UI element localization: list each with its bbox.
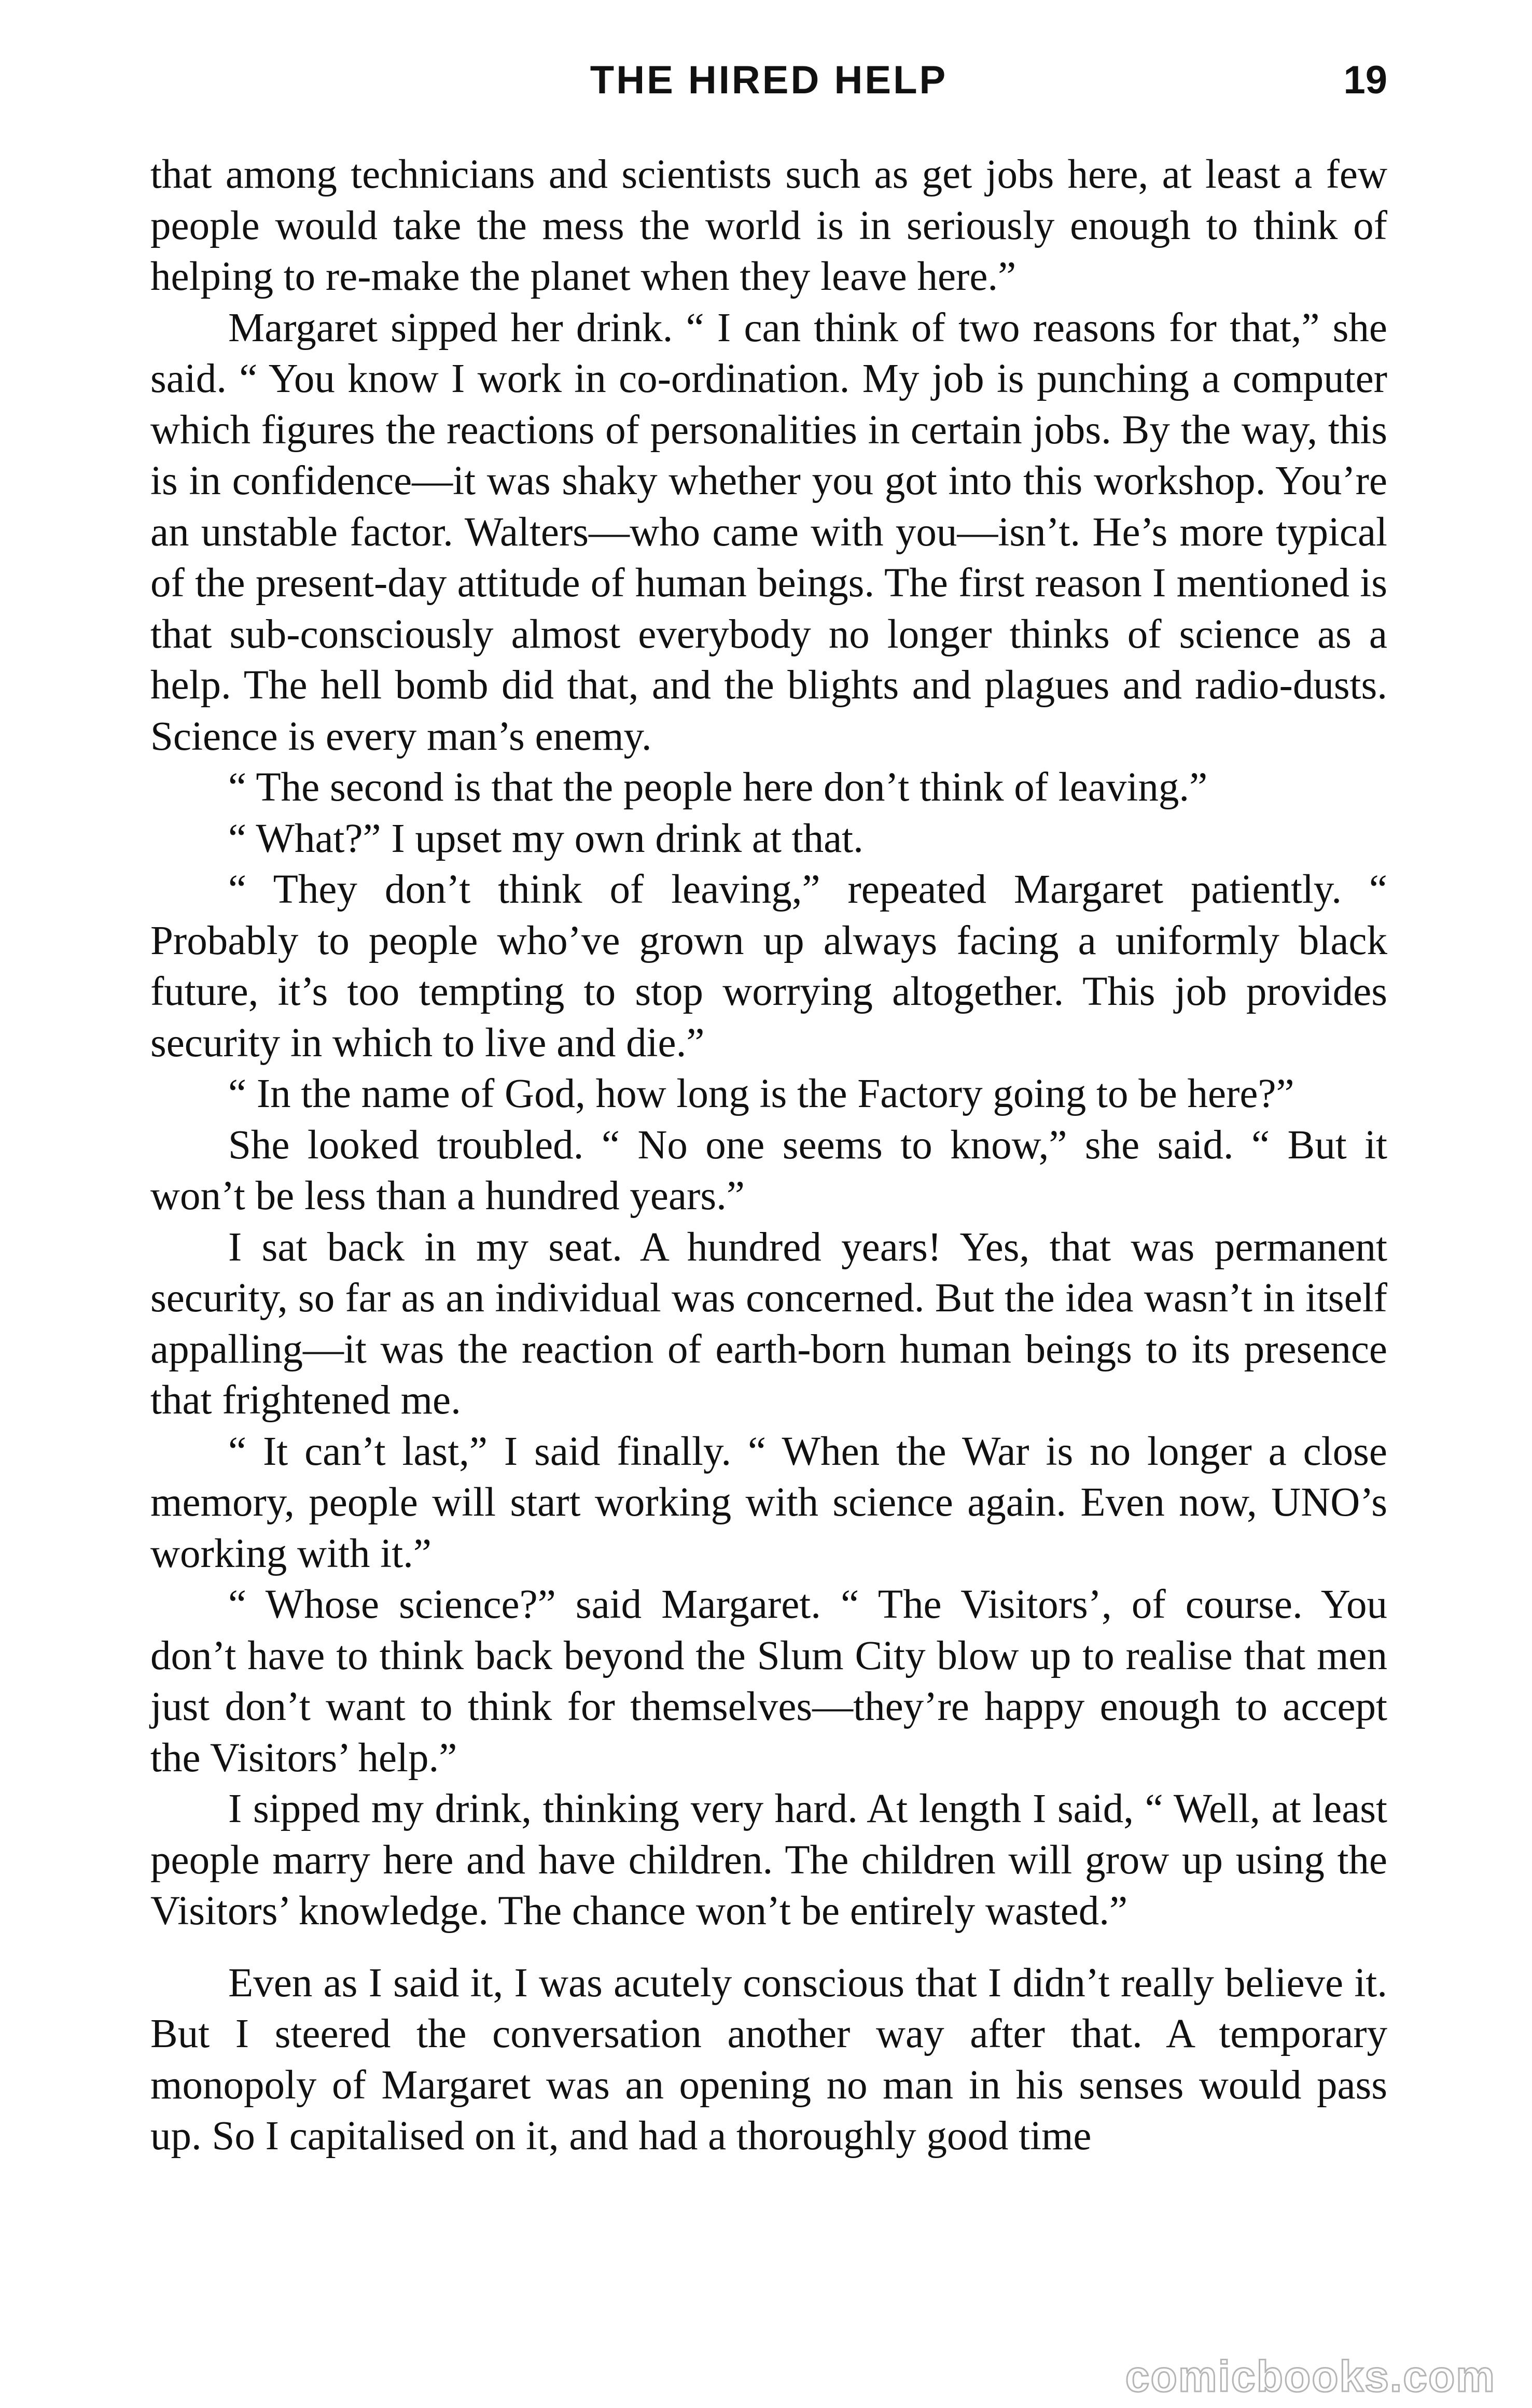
body-text: [150, 149, 1387, 2162]
paragraph: “ They don’t think of leaving,” repeated Margaret patiently. “ Probably to people who’ve grown up always facing a uniformly black future, it’s too tempting to stop worrying altogether. This job provides security in which to live and die.”: [150, 867, 1387, 1066]
paragraph: that among technicians and scientists such as get jobs here, at least a few people would take the mess the world is in seriously enough to think of helping to re-make the planet when they leave here.”: [150, 152, 1387, 299]
paragraph: I sat back in my seat. A hundred years! Yes, that was permanent security, so far as an individual was concerned. But the idea wasn’t in itself appalling—it was the reaction of earth-born human beings to its presence that frightened me.: [150, 1224, 1387, 1423]
paragraph: Even as I said it, I was acutely conscious that I didn’t really believe it. But I steered the conversation another way after that. A temporary monopoly of Margaret was an opening no man in his senses would pass up. So I capitalised on it, and had a thoroughly good time: [150, 1960, 1387, 2159]
page-header: [150, 52, 1387, 109]
paragraph: “ Whose science?” said Margaret. “ The Visitors’, of course. You don’t have to think back beyond the Slum City blow up to realise that men just don’t want to think for themselves—they’re happy enough to accept the Visitors’ help.”: [150, 1582, 1387, 1781]
paragraph: “ The second is that the people here don’t think of leaving.”: [228, 765, 1208, 810]
paragraph: “ What?” I upset my own drink at that.: [228, 816, 864, 861]
running-head: THE HIRED HELP: [590, 58, 948, 102]
paragraph: She looked troubled. “ No one seems to know,” she said. “ But it won’t be less than a hundred years.”: [150, 1122, 1387, 1219]
paragraph: I sipped my drink, thinking very hard. At length I said, “ Well, at least people marry here and have children. The children will grow up using the Visitors’ knowledge. The chance won’t be entirely wasted.”: [150, 1786, 1387, 1934]
paragraph: Margaret sipped her drink. “ I can think of two reasons for that,” she said. “ You know I work in co-ordination. My job is punching a computer which figures the reactions of personalities in certain jobs. By the way, this is in confidence—it was shaky whether you got into this workshop. You’re an unstable factor. Walters—who came with you—isn’t. He’s more typical of the present-day attitude of human beings. The first reason I mentioned is that sub-consciously almost everybody no longer thinks of science as a help. The hell bomb did that, and the blights and plagues and radio-dusts. Science is every man’s enemy.: [150, 305, 1387, 759]
paragraph: “ It can’t last,” I said finally. “ When the War is no longer a close memory, people will start working with science again. Even now, UNO’s working with it.”: [150, 1429, 1387, 1576]
paragraph: “ In the name of God, how long is the Factory going to be here?”: [228, 1071, 1294, 1116]
watermark: comicbooks.com: [1125, 2352, 1496, 2401]
page-number: 19: [1343, 58, 1387, 102]
